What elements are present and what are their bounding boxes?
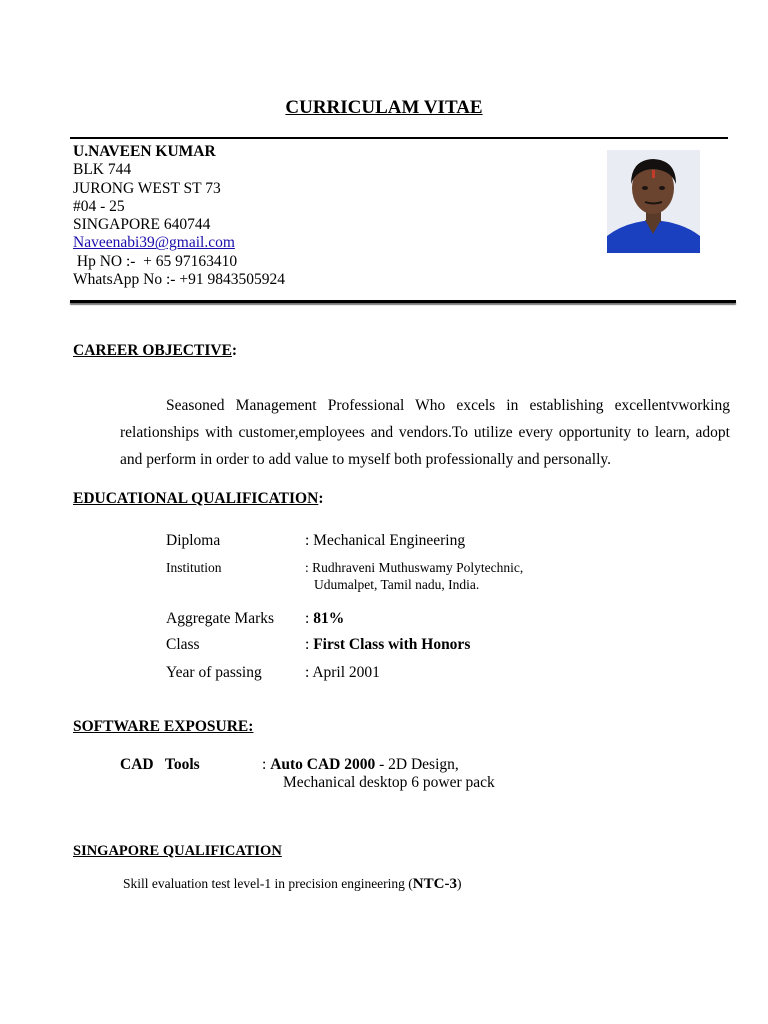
education-row-diploma xyxy=(166,532,726,552)
heading-colon: : xyxy=(231,342,238,359)
profile-photo xyxy=(607,150,700,253)
class-label: Class xyxy=(166,636,200,653)
person-portrait-icon xyxy=(607,150,700,253)
address-line: #04 - 25 xyxy=(73,197,125,215)
software-heading: SOFTWARE EXPOSURE: xyxy=(73,718,254,735)
class-value: First Class with Honors xyxy=(313,636,471,653)
document-title: CURRICULAM VITAE xyxy=(285,97,483,118)
diploma-value: : Mechanical Engineering xyxy=(305,532,466,549)
aggregate-value: 81% xyxy=(313,610,345,627)
diploma-label: Diploma xyxy=(166,532,221,549)
education-row-year xyxy=(166,664,726,684)
cad-software-name: Auto CAD 2000 xyxy=(270,756,376,773)
address-line: JURONG WEST ST 73 xyxy=(73,179,221,197)
contact-block xyxy=(73,143,285,289)
cad-tools-value-line2: Mechanical desktop 6 power pack xyxy=(283,774,495,791)
singapore-qualification-text xyxy=(123,876,461,893)
header-top-rule xyxy=(70,137,728,139)
education-heading-text: EDUCATIONAL QUALIFICATION xyxy=(73,490,319,507)
education-row-aggregate xyxy=(166,610,726,630)
institution-label: Institution xyxy=(166,560,222,575)
cad-prefix: : xyxy=(262,756,271,773)
class-value-wrap xyxy=(305,636,470,654)
cad-tools-label: CAD Tools xyxy=(120,756,200,773)
singapore-text-end: ) xyxy=(456,876,462,891)
class-prefix: : xyxy=(305,636,314,653)
header-bottom-rule xyxy=(70,300,736,303)
address-line: SINGAPORE 640744 xyxy=(73,216,211,234)
year-label: Year of passing xyxy=(166,664,262,681)
ntc-level: NTC-3 xyxy=(412,876,457,892)
education-row-class xyxy=(166,636,726,656)
address-line: BLK 744 xyxy=(73,161,132,179)
education-row-institution xyxy=(166,560,726,596)
year-value: : April 2001 xyxy=(305,664,380,681)
institution-value: : Rudhraveni Muthuswamy Polytechnic, xyxy=(305,560,524,575)
singapore-heading: SINGAPORE QUALIFICATION xyxy=(73,843,282,859)
email-link[interactable]: Naveenabi39@gmail.com xyxy=(73,234,235,252)
career-objective-heading-text: CAREER OBJECTIVE xyxy=(73,342,232,359)
software-row-cad xyxy=(120,756,720,796)
heading-colon: : xyxy=(318,490,324,507)
candidate-name: U.NAVEEN KUMAR xyxy=(73,143,216,160)
education-heading xyxy=(73,490,323,508)
career-objective-text: Seasoned Management Professional Who excels in establishing excellentvworking relationships with customer,employees and vendors.To utilize every opportunity to learn, adopt and perform in order to add value to myself both professionally and personally. xyxy=(120,397,730,468)
cad-software-detail: - 2D Design, xyxy=(375,756,459,773)
whatsapp-number: WhatsApp No :- +91 9843505924 xyxy=(73,271,285,289)
cad-tools-value xyxy=(262,756,459,774)
aggregate-prefix: : xyxy=(305,610,314,627)
aggregate-value-wrap xyxy=(305,610,344,628)
singapore-text: Skill evaluation test level-1 in precision engineering ( xyxy=(123,876,413,891)
phone-number: Hp NO :- + 65 97163410 xyxy=(73,252,238,270)
institution-value-line2: Udumalpet, Tamil nadu, India. xyxy=(314,577,480,592)
career-objective-heading xyxy=(73,342,237,360)
aggregate-label: Aggregate Marks xyxy=(166,610,275,627)
